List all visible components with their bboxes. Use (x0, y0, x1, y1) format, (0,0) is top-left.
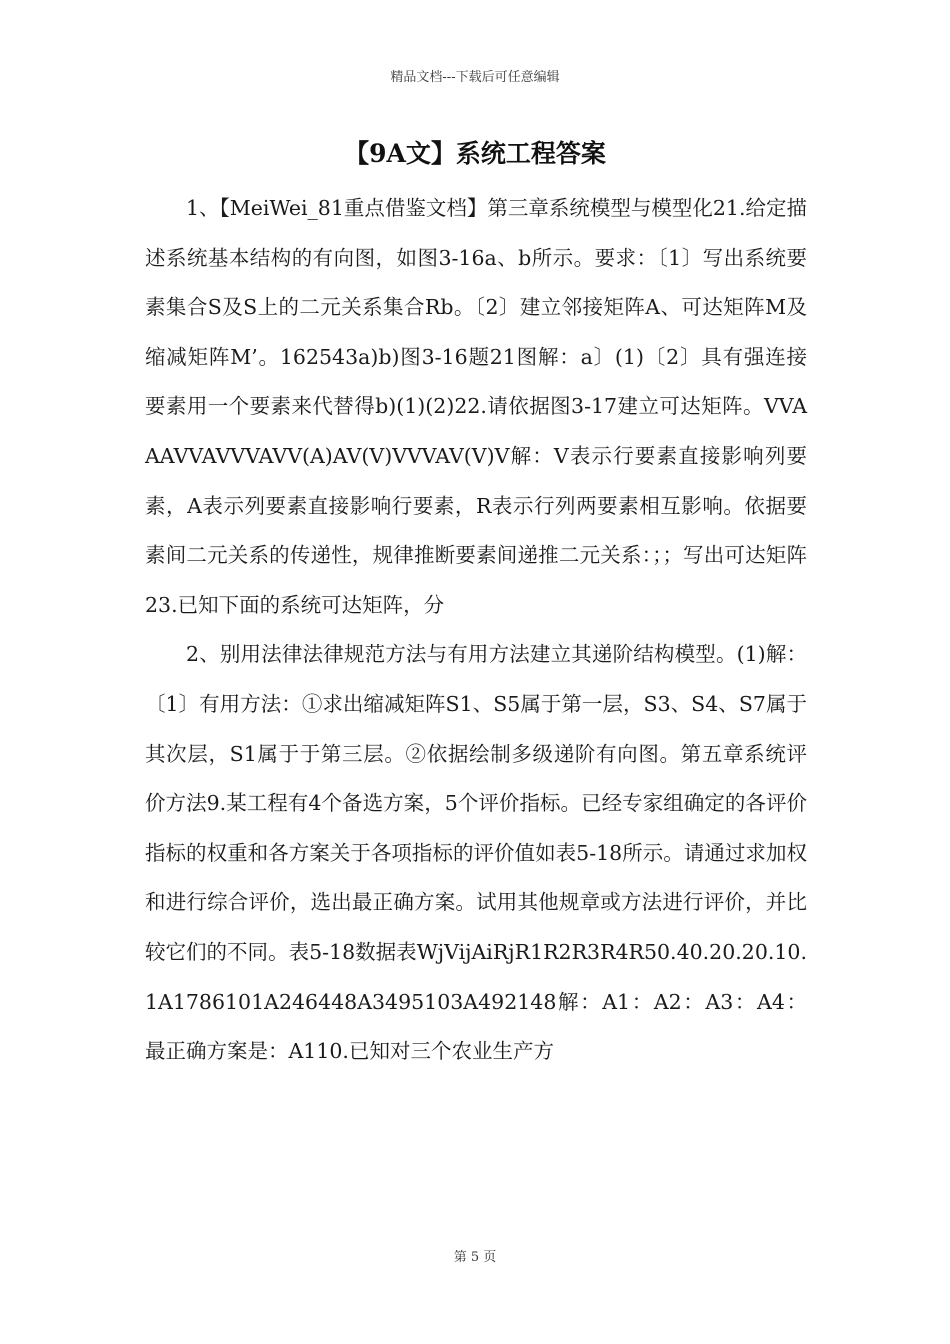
page-header: 精品文档---下载后可任意编辑 (390, 70, 560, 85)
page-footer: 第 5 页 (453, 1250, 497, 1265)
document-body (145, 184, 807, 1077)
paragraph-1: 1、【MeiWei_81重点借鉴文档】第三章系统模型与模型化21.给定描述系统基本结构的有向图，如图3-16a、b所示。要求：〔1〕写出系统要素集合S及S上的二元关系集合Rb。〔2〕建立邻接矩阵A、可达矩阵M及缩减矩阵M’。162543a)b)图3-16题21图解：a〕(1)〔2〕具有强连接要素用一个要素来代替得b)(1)(2)22.请依据图3-17建立可达矩阵。VVAAAVVAVVVAVV(A)AV(V)VVVAV(V)V解：V表示行要素直接影响列要素，A表示列要素直接影响行要素，R表示行列两要素相互影响。依据要素间二元关系的传递性，规律推断要素间递推二元关系：；；写出可达矩阵23.已知下面的系统可达矩阵，分 (145, 196, 807, 617)
paragraph-2: 2、别用法律法律规范方法与有用方法建立其递阶结构模型。(1)解：〔1〕有用方法：①求出缩减矩阵S1、S5属于第一层，S3、S4、S7属于其次层，S1属于于第三层。②依据绘制多级递阶有向图。第五章系统评价方法9.某工程有4个备选方案，5个评价指标。已经专家组确定的各评价指标的权重和各方案关于各项指标的评价值如表5-18所示。请通过求加权和进行综合评价，选出最正确方案。试用其他规章或方法进行评价，并比较它们的不同。表5-18数据表WjVijAiRjR1R2R3R4R50.40.20.20.10.1A1786101A246448A3495103A492148解：A1：A2：A3：A4：最正确方案是：A110.已知对三个农业生产方 (145, 642, 807, 1064)
document-title: 【9A文】系统工程答案 (344, 139, 606, 168)
